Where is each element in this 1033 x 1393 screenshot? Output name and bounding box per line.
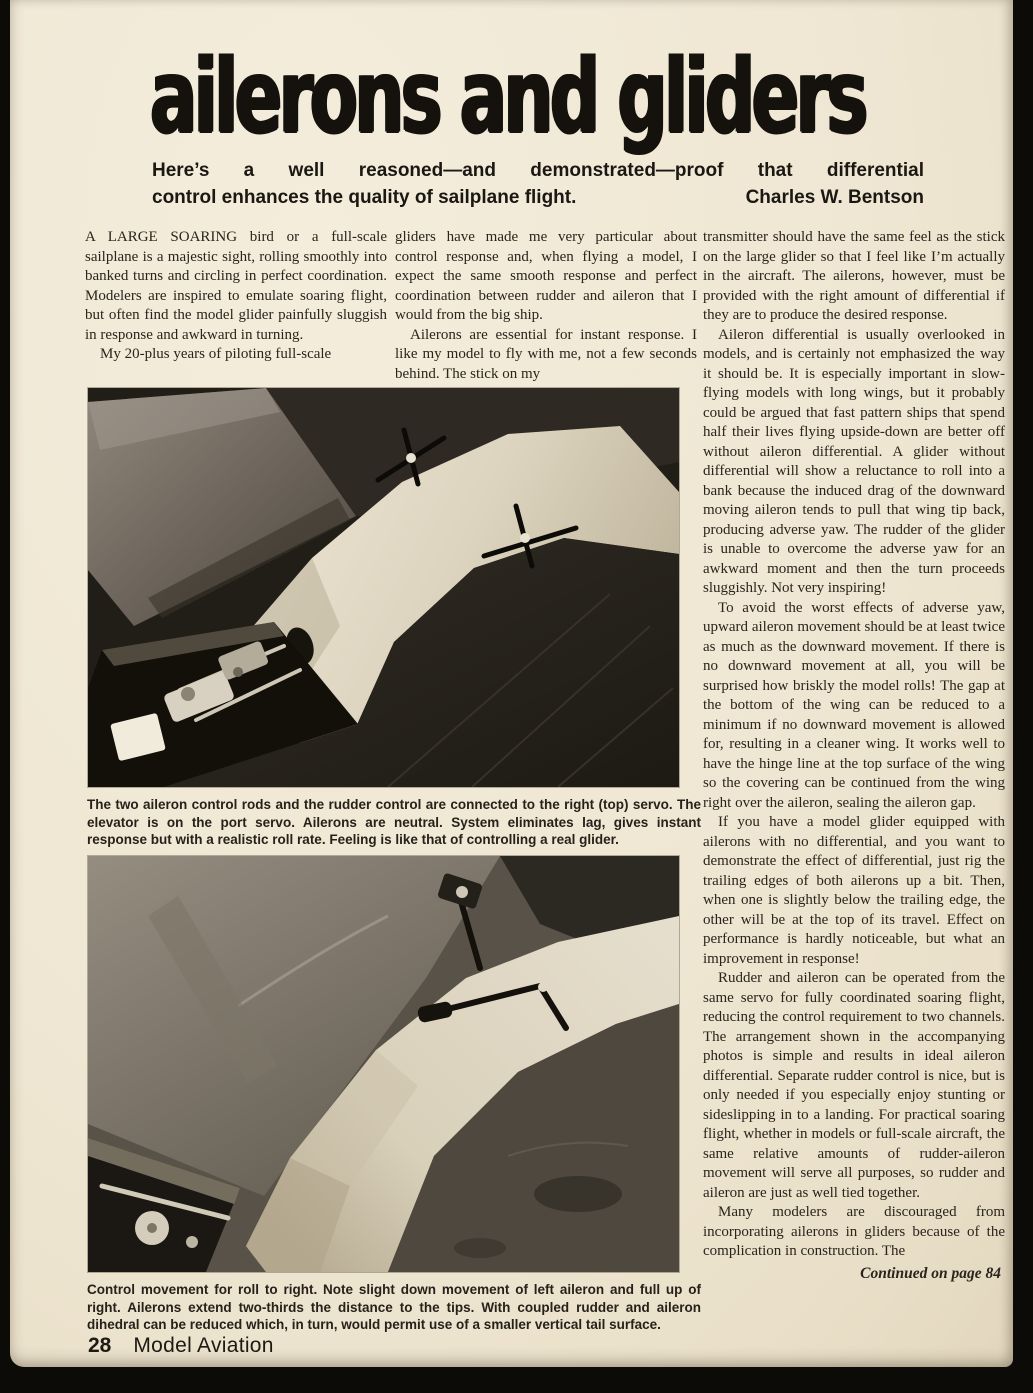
article-subtitle xyxy=(152,157,924,211)
author-byline: Charles W. Bentson xyxy=(745,187,924,208)
article-paragraph: Ailerons are essential for instant response. I like my model to fly with me, not a few seconds behind. The stick on my xyxy=(395,326,697,382)
scan-edge-right xyxy=(1013,0,1033,1393)
photo-aileron-linkage-roll-right xyxy=(88,856,679,1272)
subtitle-line-2 xyxy=(152,184,924,211)
text-column-3 xyxy=(703,228,1005,1283)
scan-edge-bottom xyxy=(0,1367,1033,1393)
page-paper xyxy=(10,0,1013,1367)
photo-2-caption: Control movement for roll to right. Note slight down movement of left aileron and full up of right. Ailerons extend two-thirds the distance to the tips. With coupled rudder and aileron dihedral can be reduced which, in turn, would permit use of a smaller vertical tail surface. xyxy=(87,1282,701,1333)
page-number: 28 xyxy=(88,1334,112,1357)
article-title: ailerons and gliders xyxy=(150,38,865,157)
text-column-2 xyxy=(395,228,697,384)
article-paragraph: Many modelers are discouraged from incorporating ailerons in gliders because of the complication in construction. The xyxy=(703,1204,1005,1259)
article-paragraph: transmitter should have the same feel as the stick on the large glider so that I feel like I’m actually in the aircraft. The ailerons, however, must be provided with the right amount of differential if they are to produce the desired response. xyxy=(703,229,1005,323)
text-column-1 xyxy=(85,228,387,365)
subtitle-line-2-text: control enhances the quality of sailplane flight. xyxy=(152,187,577,208)
photo-2-illustration xyxy=(88,856,679,1272)
article-paragraph: A LARGE SOARING bird or a full-scale sailplane is a majestic sight, rolling smoothly into banked turns and circling in perfect coordination. Modelers are inspired to emulate soaring flight, but often find the model glider painfully sluggish in response and awkward in turning. xyxy=(85,229,387,343)
magazine-name: Model Aviation xyxy=(133,1334,274,1357)
article-paragraph: Rudder and aileron can be operated from the same servo for fully coordinated soaring flight, reducing the control requirement to two channels. The arrangement shown in the accompanying photos is simple and results in ideal aileron differential. Separate rudder control is nice, but is only needed if you especially enjoy stunting or sideslipping in to a landing. For practical soaring flight, whether in models or full-scale aircraft, the same relative amounts of rudder-aileron movement will serve all purposes, so rudder and aileron are just as well tied together. xyxy=(703,970,1005,1201)
article-paragraph: gliders have made me very particular about control response and, when flying a model, I expect the same smooth response and perfect coordination between rudder and aileron that I would from the big ship. xyxy=(395,229,697,323)
article-paragraph: My 20-plus years of piloting full-scale xyxy=(100,346,332,362)
scan-edge-left xyxy=(0,0,10,1393)
page-footer xyxy=(88,1334,274,1358)
photo-aileron-linkage-neutral xyxy=(88,388,679,787)
continued-notice: Continued on page 84 xyxy=(860,1264,1001,1282)
photo-1-illustration xyxy=(88,388,679,787)
photo-1-caption: The two aileron control rods and the rudder control are connected to the right (top) servo. The elevator is on the port servo. Ailerons are neutral. System eliminates lag, gives instant response but with a realistic roll rate. Feeling is like that of controlling a real glider. xyxy=(87,797,701,848)
article-paragraph: To avoid the worst effects of adverse yaw, upward aileron movement should be at least twice as much as the downward movement. If there is no downward movement at all, you will be surprised how briskly the model rolls! The gap at the bottom of the wing can be reduced to a minimum if no downward movement is allowed for, resulting in a cleaner wing. It works well to have the hinge line at the top surface of the wing so the covering can be continued from the wing right over the aileron, sealing the aileron gap. xyxy=(703,599,1005,811)
subtitle-line-1: Here’s a well reasoned—and demonstrated—proof that differential xyxy=(152,160,924,181)
article-paragraph: If you have a model glider equipped with ailerons with no differential, and you want to demonstrate the effect of differential, just rig the trailing edges of both ailerons up a bit. Then, when one is slightly below the trailing edge, the other will be at the top of its travel. Effect on performance is hardly noticeable, but what an improvement in response! xyxy=(703,814,1005,967)
article-paragraph: Aileron differential is usually overlooked in models, and is certainly not emphasized the way it should be. It is especially important in slow-flying models with long wings, but it probably could be argued that fast pattern ships that spend half their lives flying upside-down are better off without aileron differential. A glider without differential will show a reluctance to roll into a bank because the induced drag of the downward moving aileron tends to pull that wing tip back, producing adverse yaw. The rudder of the glider is unable to overcome the adverse yaw for an awkward moment and then the turn proceeds sluggishly. Not very inspiring! xyxy=(703,326,1005,596)
